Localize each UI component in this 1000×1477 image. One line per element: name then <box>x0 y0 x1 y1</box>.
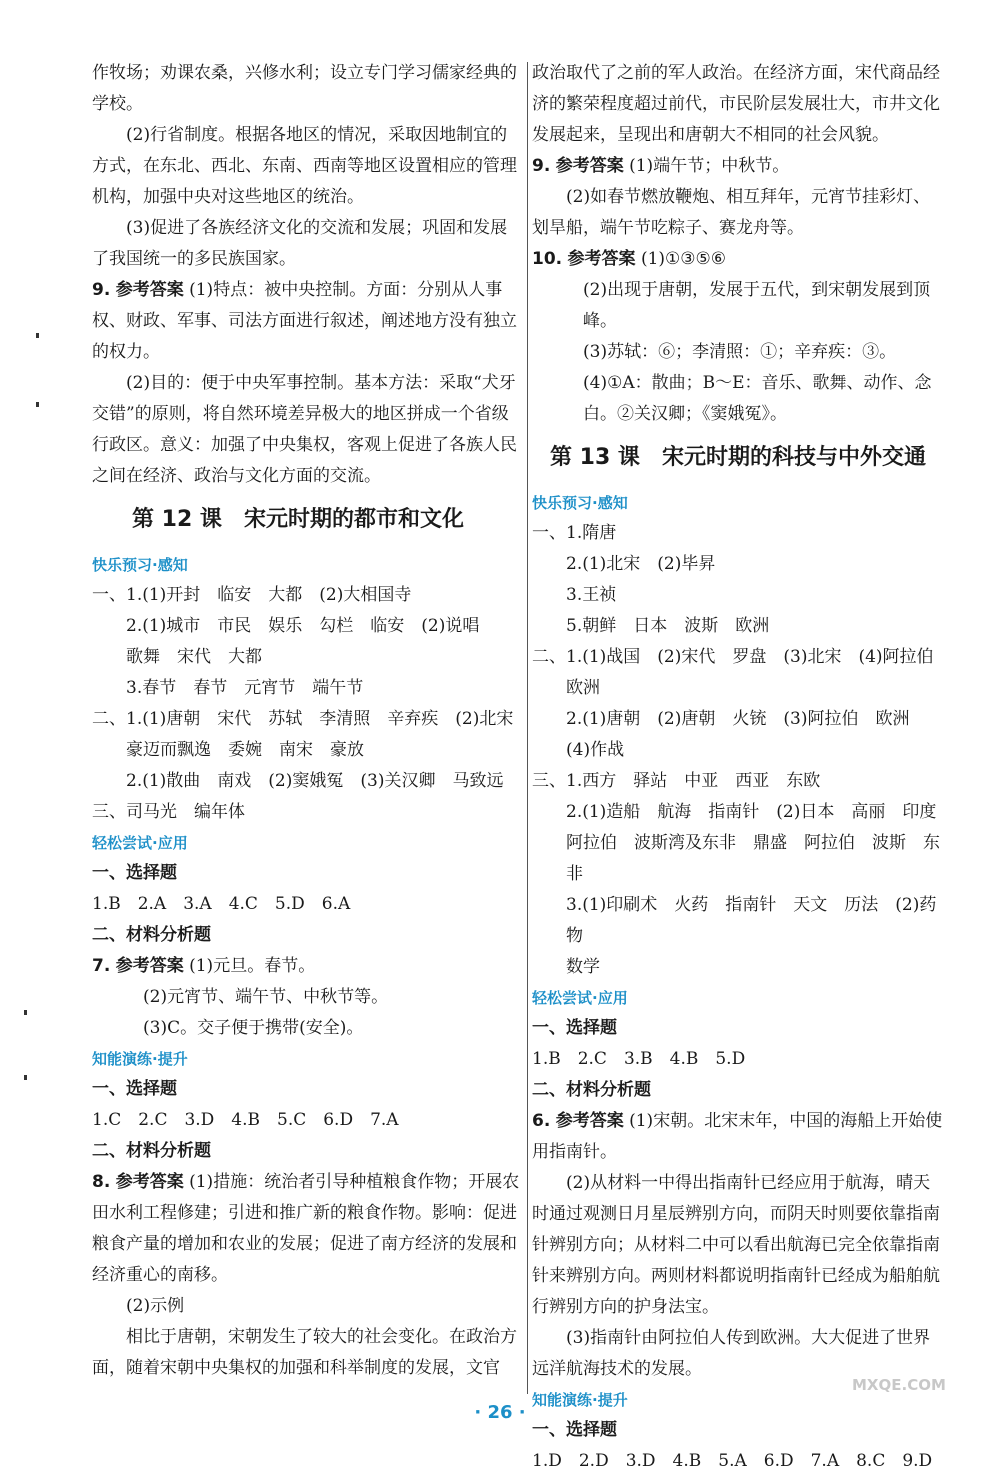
scan-mark <box>36 402 39 407</box>
text-line: 数学 <box>566 957 600 977</box>
question-number: 10. <box>532 249 563 269</box>
text-line: 二、材料分析题 <box>532 1080 651 1100</box>
answer-paragraph: (3)指南针由阿拉伯人传到欧洲。大大促进了世界远洋航海技术的发展。 <box>532 1328 931 1379</box>
answer-label: 参考答案 <box>555 156 624 176</box>
question-9 <box>532 151 944 182</box>
text-line: 作牧场；劝课农桑，兴修水利；设立专门学习儒家经典的 <box>92 63 517 83</box>
question-7 <box>92 951 520 982</box>
text-line: 一、1.(1)开封 临安 大都 (2)大相国寺 <box>92 585 412 605</box>
scan-mark <box>24 1075 27 1080</box>
left-column <box>92 58 520 1384</box>
text-line: 3.(1)印刷术 火药 指南针 天文 历法 (2)药物 <box>566 895 937 946</box>
answer-label: 参考答案 <box>555 1111 624 1131</box>
question-8 <box>92 1167 520 1291</box>
text-line: 1.C 2.C 3.D 4.B 5.C 6.D 7.A <box>92 1110 399 1130</box>
question-6 <box>532 1106 944 1168</box>
text-line: 歌舞 宋代 大都 <box>126 647 262 667</box>
text-line: 二、材料分析题 <box>92 1141 211 1161</box>
text-line: 豪迈而飘逸 委婉 南宋 豪放 <box>126 740 364 760</box>
text-line: (4)作战 <box>566 740 625 760</box>
text-line: 一、选择题 <box>532 1018 617 1038</box>
answer-paragraph: (2)从材料一中得出指南针已经应用于航海，晴天时通过观测日月星辰辨别方向，而阴天时则要依靠指南针辨别方向；从材料二中可以看出航海已完全依靠指南针来辨别方向。两则材料都说明指南针已经成为船舶航行辨别方向的护身法宝。 <box>532 1173 940 1317</box>
text-line: 1.B 2.C 3.B 4.B 5.D <box>532 1049 746 1069</box>
answer-text: (1)端午节；中秋节。 <box>629 156 790 176</box>
scan-mark <box>36 333 39 338</box>
text-line: 1.B 2.A 3.A 4.C 5.D 6.A <box>92 894 351 914</box>
answer-paragraph: 政治取代了之前的军人政治。在经济方面，宋代商品经济的繁荣程度超过前代，市民阶层发展壮大，市井文化发展起来，呈现出和唐朝大不相同的社会风貌。 <box>532 63 940 145</box>
question-9 <box>92 275 520 368</box>
answer-text: (1)特点：被中央控制。方面：分别从人事权、财政、军事、司法方面进行叙述，阐述地方没有独立的权力。 <box>92 280 517 362</box>
question-number: 9. <box>532 156 551 176</box>
answer-paragraph: (2)示例 <box>126 1296 185 1316</box>
section-heading: 轻松尝试·应用 <box>532 989 628 1007</box>
text-line: 一、选择题 <box>92 863 177 883</box>
column-divider <box>527 62 528 1394</box>
answer-paragraph: (3)促进了各族经济文化的交流和发展；巩固和发展了我国统一的多民族国家。 <box>92 218 508 269</box>
question-10 <box>532 244 944 275</box>
text-line: 一、1.隋唐 <box>532 523 617 543</box>
section-heading: 快乐预习·感知 <box>532 494 628 512</box>
right-column <box>532 58 944 1477</box>
answer-text: (1)①③⑤⑥ <box>640 249 726 269</box>
answer-label: 参考答案 <box>115 1172 184 1192</box>
text-line: 3.王祯 <box>566 585 617 605</box>
text-line: 2.(1)散曲 南戏 (2)窦娥冤 (3)关汉卿 马致远 <box>126 771 504 791</box>
text-line: 一、选择题 <box>92 1079 177 1099</box>
lesson-title <box>92 502 520 538</box>
lesson-title <box>532 440 944 476</box>
answer-paragraph: (2)行省制度。根据各地区的情况，采取因地制宜的方式，在东北、西北、东南、西南等地区设置相应的管理机构，加强中央对这些地区的统治。 <box>92 125 517 207</box>
text-line: 一、选择题 <box>532 1420 617 1440</box>
text-line: 2.(1)唐朝 (2)唐朝 火铳 (3)阿拉伯 欧洲 <box>566 709 910 729</box>
answer-label: 参考答案 <box>567 249 636 269</box>
lesson-name: 宋元时期的科技与中外交通 <box>661 445 926 470</box>
section-heading: 知能演练·提升 <box>92 1050 188 1068</box>
section-heading: 知能演练·提升 <box>532 1391 628 1409</box>
answer-label: 参考答案 <box>115 280 184 300</box>
text-line: 欧洲 <box>566 678 600 698</box>
answer-paragraph: (3)C。交子便于携带(安全)。 <box>143 1018 364 1038</box>
answer-paragraph: (2)元宵节、端午节、中秋节等。 <box>143 987 389 1007</box>
answer-label: 参考答案 <box>115 956 184 976</box>
answer-paragraph: 相比于唐朝，宋朝发生了较大的社会变化。在政治方面，随着宋朝中央集权的加强和科举制度的发展，文官 <box>92 1327 517 1378</box>
text-line: 3.春节 春节 元宵节 端午节 <box>126 678 364 698</box>
text-line: 二、1.(1)唐朝 宋代 苏轼 李清照 辛弃疾 (2)北宋 <box>92 709 514 729</box>
section-heading: 快乐预习·感知 <box>92 556 188 574</box>
text-line: 二、1.(1)战国 (2)宋代 罗盘 (3)北宋 (4)阿拉伯 <box>532 647 934 667</box>
text-line: 5.朝鲜 日本 波斯 欧洲 <box>566 616 770 636</box>
text-line: 2.(1)北宋 (2)毕昇 <box>566 554 716 574</box>
answer-text: (1)元旦。春节。 <box>189 956 316 976</box>
page-number: · 26 · <box>474 1402 526 1423</box>
answer-text: (1)宋朝。北宋末年，中国的海船上开始使用指南针。 <box>532 1111 943 1162</box>
text-line: 学校。 <box>92 94 143 114</box>
lesson-number: 第 12 课 <box>132 507 222 532</box>
text-line: 2.(1)造船 航海 指南针 (2)日本 高丽 印度 <box>566 802 937 822</box>
answer-text: (1)措施：统治者引导种植粮食作物；开展农田水利工程修建；引进和推广新的粮食作物。影响：促进粮食产量的增加和农业的发展；促进了南方经济的发展和经济重心的南移。 <box>92 1172 520 1285</box>
answer-paragraph: (2)目的：便于中央军事控制。基本方法：采取“犬牙交错”的原则，将自然环境差异极大的地区拼成一个省级行政区。意义：加强了中央集权，客观上促进了各族人民之间在经济、政治与文化方面的交流。 <box>92 373 517 486</box>
question-number: 7. <box>92 956 111 976</box>
text-line: 1.D 2.D 3.D 4.B 5.A 6.D 7.A 8.C 9.D <box>532 1451 933 1471</box>
scan-mark <box>24 1010 27 1015</box>
text-line: 三、1.西方 驿站 中亚 西亚 东欧 <box>532 771 821 791</box>
section-heading: 轻松尝试·应用 <box>92 834 188 852</box>
text-line: 三、司马光 编年体 <box>92 802 245 822</box>
lesson-name: 宋元时期的都市和文化 <box>243 507 464 532</box>
text-line: 二、材料分析题 <box>92 925 211 945</box>
answer-paragraph: (3)苏轼：⑥；李清照：①；辛弃疾：③。 <box>583 342 897 362</box>
answer-paragraph: (4)①A：散曲；B～E：音乐、歌舞、动作、念白。②关汉卿；《窦娥冤》。 <box>583 373 932 424</box>
question-number: 9. <box>92 280 111 300</box>
watermark: MXQE.COM <box>852 1376 946 1394</box>
answer-paragraph: (2)出现于唐朝，发展于五代，到宋朝发展到顶峰。 <box>583 280 931 331</box>
text-line: 阿拉伯 波斯湾及东非 鼎盛 阿拉伯 波斯 东非 <box>566 833 940 884</box>
text-line: 2.(1)城市 市民 娱乐 勾栏 临安 (2)说唱 <box>126 616 480 636</box>
question-number: 6. <box>532 1111 551 1131</box>
answer-paragraph: (2)如春节燃放鞭炮、相互拜年，元宵节挂彩灯、划旱船，端午节吃粽子、赛龙舟等。 <box>532 187 931 238</box>
lesson-number: 第 13 课 <box>550 445 640 470</box>
question-number: 8. <box>92 1172 111 1192</box>
